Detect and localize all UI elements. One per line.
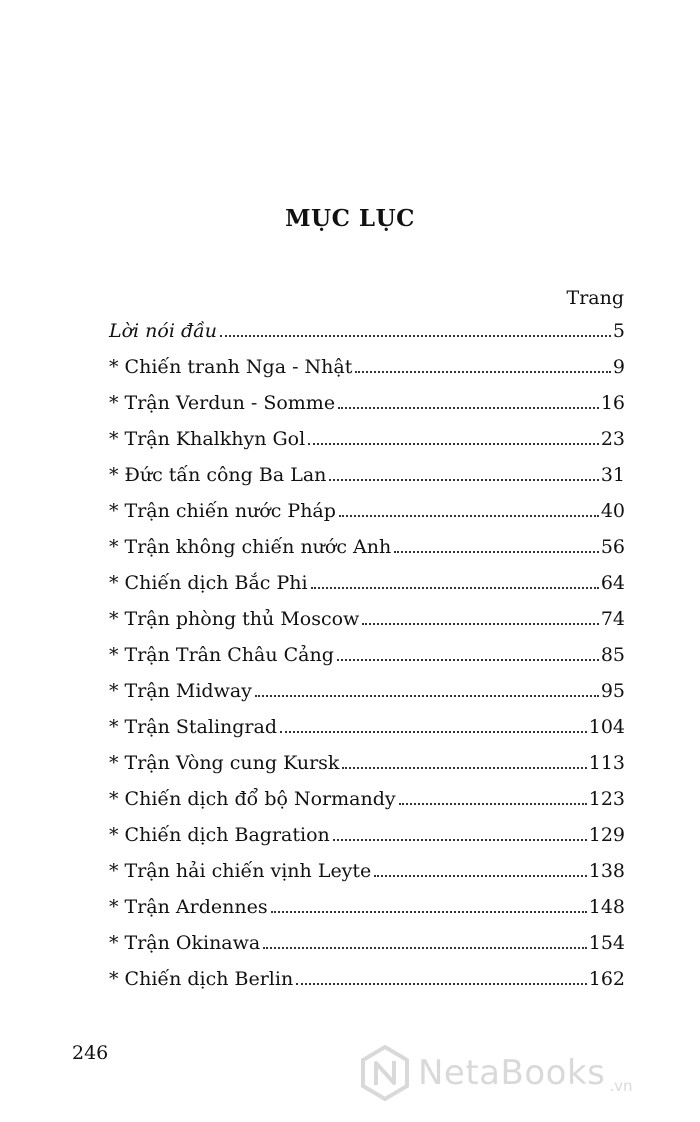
toc-entry [109, 716, 625, 752]
toc-entry-page: 148 [588, 896, 625, 918]
toc-entry-title: * Trận không chiến nước Anh [109, 536, 392, 558]
toc-entry-title: * Chiến dịch Bắc Phi [109, 572, 308, 594]
netabooks-logo-icon [360, 1045, 410, 1101]
dot-leader [220, 335, 611, 337]
toc-entry [109, 932, 625, 968]
toc-entry [109, 680, 625, 716]
dot-leader [263, 947, 587, 949]
dot-leader [333, 839, 587, 841]
toc-entry [109, 536, 625, 572]
dot-leader [339, 515, 599, 517]
table-of-contents [109, 320, 625, 1004]
toc-entry-page: 16 [600, 392, 625, 414]
toc-entry [109, 788, 625, 824]
toc-entry-title: * Trận hải chiến vịnh Leyte [109, 860, 372, 882]
toc-entry [109, 608, 625, 644]
toc-entry [109, 464, 625, 500]
toc-entry [109, 896, 625, 932]
page-column-label: Trang [566, 287, 624, 309]
dot-leader [308, 443, 599, 445]
dot-leader [399, 803, 587, 805]
dot-leader [342, 767, 586, 769]
dot-leader [337, 659, 599, 661]
toc-entry [109, 500, 625, 536]
toc-entry-page: 74 [600, 608, 625, 630]
page-number: 246 [72, 1042, 109, 1064]
dot-leader [311, 587, 599, 589]
toc-entry [109, 860, 625, 896]
toc-entry-page: 104 [588, 716, 625, 738]
toc-entry [109, 752, 625, 788]
toc-entry-title: * Trận Okinawa [109, 932, 261, 954]
watermark [360, 1045, 633, 1101]
toc-entry [109, 356, 625, 392]
toc-entry-page: 5 [612, 320, 625, 342]
toc-entry-title: * Đức tấn công Ba Lan [109, 464, 327, 486]
dot-leader [271, 911, 587, 913]
watermark-text: NetaBooks [418, 1053, 606, 1093]
toc-entry-title: * Trận Khalkhyn Gol [109, 428, 306, 450]
toc-entry-title: * Trận chiến nước Pháp [109, 500, 336, 522]
watermark-suffix: .vn [609, 1077, 633, 1095]
toc-entry-title: * Trận Midway [109, 680, 252, 702]
toc-entry-page: 129 [588, 824, 625, 846]
toc-entry-title: * Trận phòng thủ Moscow [109, 608, 360, 630]
toc-entry-title: * Chiến tranh Nga - Nhật [109, 356, 353, 378]
toc-entry-page: 64 [600, 572, 625, 594]
toc-entry [109, 644, 625, 680]
toc-entry-page: 123 [588, 788, 625, 810]
dot-leader [355, 371, 611, 373]
toc-entry [109, 392, 625, 428]
dot-leader [280, 731, 587, 733]
toc-entry-title: * Trận Vòng cung Kursk [109, 752, 340, 774]
toc-entry-page: 113 [588, 752, 625, 774]
toc-entry-page: 40 [600, 500, 625, 522]
page-title: MỤC LỤC [285, 205, 415, 232]
toc-entry-page: 162 [588, 968, 625, 990]
toc-entry-page: 9 [612, 356, 625, 378]
toc-entry [109, 428, 625, 464]
toc-entry-title: * Trận Ardennes [109, 896, 268, 918]
toc-entry-title: * Chiến dịch Berlin [109, 968, 294, 990]
dot-leader [338, 407, 599, 409]
toc-entry-page: 85 [600, 644, 625, 666]
toc-entry-page: 23 [600, 428, 625, 450]
dot-leader [394, 551, 599, 553]
toc-entry-title: Lời nói đầu [109, 320, 218, 342]
toc-entry [109, 968, 625, 1004]
toc-entry-title: * Trận Verdun - Somme [109, 392, 336, 414]
toc-entry-page: 154 [588, 932, 625, 954]
dot-leader [362, 623, 599, 625]
toc-entry-title: * Trận Stalingrad [109, 716, 278, 738]
toc-entry-title: * Chiến dịch đổ bộ Normandy [109, 788, 396, 810]
dot-leader [329, 479, 598, 481]
toc-entry-title: * Trận Trân Châu Cảng [109, 644, 334, 666]
toc-entry [109, 572, 625, 608]
toc-entry [109, 824, 625, 860]
dot-leader [296, 983, 587, 985]
toc-entry-title: * Chiến dịch Bagration [109, 824, 330, 846]
toc-entry-page: 138 [588, 860, 625, 882]
dot-leader [374, 875, 586, 877]
toc-entry-page: 95 [600, 680, 625, 702]
toc-entry-page: 31 [600, 464, 625, 486]
toc-entry [109, 320, 625, 356]
dot-leader [255, 695, 599, 697]
toc-entry-page: 56 [600, 536, 625, 558]
